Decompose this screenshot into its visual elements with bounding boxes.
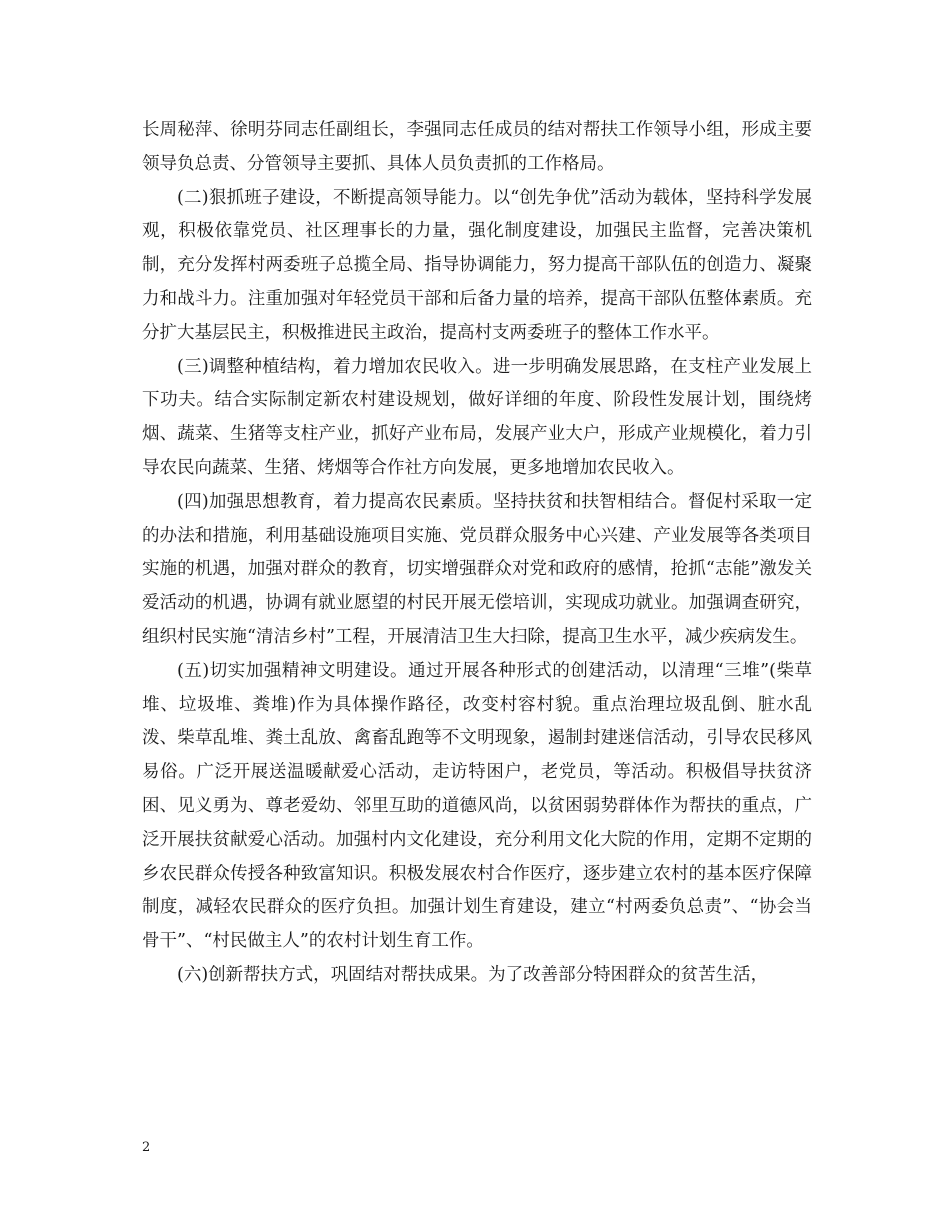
- paragraph-4: (四)加强思想教育，着力提高农民素质。坚持扶贫和扶智相结合。督促村采取一定的办法和措施，利用基础设施项目实施、党员群众服务中心兴建、产业发展等各类项目实施的机遇，加强对群众的教育，切实增强群众对党和政府的感情，抢抓“志能”激发关爱活动的机遇，协调有就业愿望的村民开展无偿培训，实现成功就业。加强调查研究，组织村民实施“清洁乡村”工程，开展清洁卫生大扫除，提高卫生水平，减少疾病发生。: [142, 491, 812, 647]
- document-body: [142, 114, 812, 993]
- page-number: 2: [142, 1140, 151, 1155]
- paragraph-3: (三)调整种植结构，着力增加农民收入。进一步明确发展思路，在支柱产业发展上下功夫。结合实际制定新农村建设规划，做好详细的年度、阶段性发展计划，围绕烤烟、蔬菜、生猪等支柱产业，抓好产业布局，发展产业大户，形成产业规模化，着力引导农民向蔬菜、生猪、烤烟等合作社方向发展，更多地增加农民收入。: [142, 356, 812, 478]
- paragraph-1: 长周秘萍、徐明芬同志任副组长，李强同志任成员的结对帮扶工作领导小组，形成主要领导负总责、分管领导主要抓、具体人员负责抓的工作格局。: [142, 120, 812, 174]
- paragraph-6: (六)创新帮扶方式，巩固结对帮扶成果。为了改善部分特困群众的贫苦生活，: [177, 964, 769, 985]
- paragraph-5: (五)切实加强精神文明建设。通过开展各种形式的创建活动，以清理“三堆”(柴草堆、垃圾堆、粪堆)作为具体操作路径，改变村容村貌。重点治理垃圾乱倒、脏水乱泼、柴草乱堆、粪土乱放、禽畜乱跑等不文明现象，遏制封建迷信活动，引导农民移风易俗。广泛开展送温暖献爱心活动，走访特困户，老党员，等活动。积极倡导扶贫济困、见义勇为、尊老爱幼、邻里互助的道德风尚，以贫困弱势群体作为帮扶的重点，广泛开展扶贫献爱心活动。加强村内文化建设，充分利用文化大院的作用，定期不定期的乡农民群众传授各种致富知识。积极发展农村合作医疗，逐步建立农村的基本医疗保障制度，减轻农民群众的医疗负担。加强计划生育建设，建立“村两委负总责”、“协会当骨干”、“村民做主人”的农村计划生育工作。: [142, 660, 812, 952]
- paragraph-2: (二)狠抓班子建设，不断提高领导能力。以“创先争优”活动为载体，坚持科学发展观，积极依靠党员、社区理事长的力量，强化制度建设，加强民主监督，完善决策机制，充分发挥村两委班子总揽全局、指导协调能力，努力提高干部队伍的创造力、凝聚力和战斗力。注重加强对年轻党员干部和后备力量的培养，提高干部队伍整体素质。充分扩大基层民主，积极推进民主政治，提高村支两委班子的整体工作水平。: [142, 187, 812, 343]
